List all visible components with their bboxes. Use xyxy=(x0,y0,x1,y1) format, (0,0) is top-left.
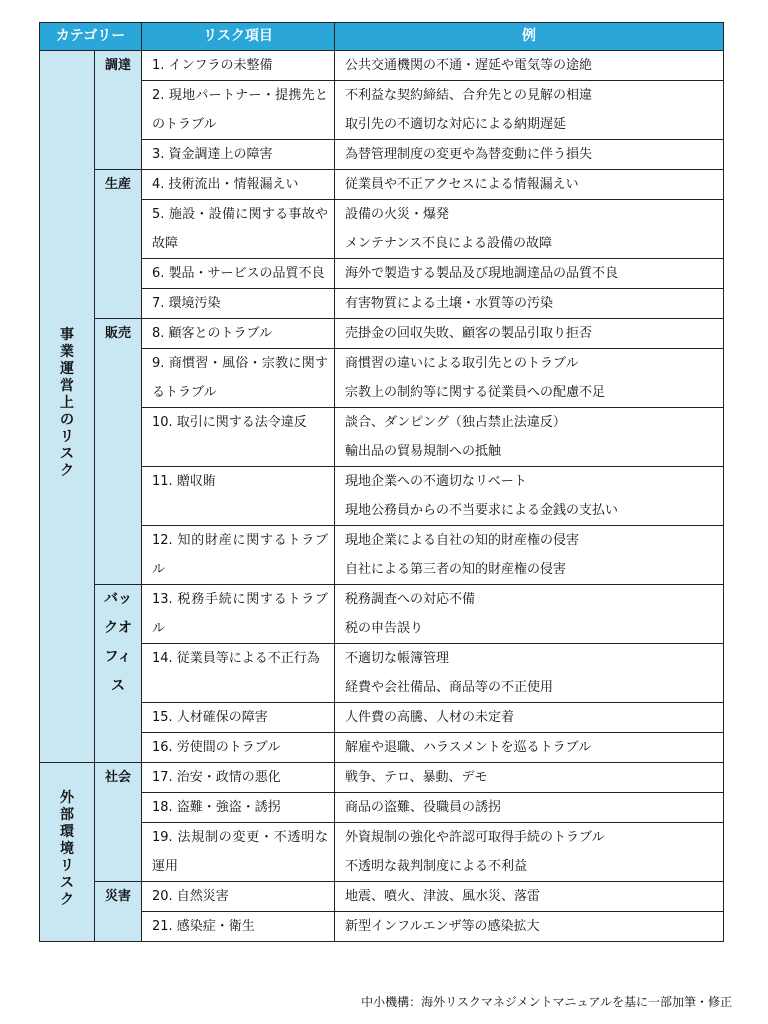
subcategory-label: バックオフィス xyxy=(104,591,132,694)
risk-item-cell xyxy=(142,526,335,585)
risk-item-cell xyxy=(142,467,335,526)
example-cell xyxy=(335,408,724,467)
example-text: 現地企業への不適切なリベート xyxy=(345,474,527,489)
category-label: 事業運営上のリスク xyxy=(60,327,74,479)
example-text: 商慣習の違いによる取引先とのトラブル xyxy=(345,356,579,371)
table-row xyxy=(40,349,724,408)
risk-item-label: 7. 環境汚染 xyxy=(152,296,221,311)
risk-item-label: 13. 税務手続に関するトラブル xyxy=(152,592,328,636)
example-text: 従業員や不正アクセスによる情報漏えい xyxy=(345,177,579,192)
header-example: 例 xyxy=(335,23,724,51)
table-row xyxy=(40,319,724,349)
risk-item-label: 4. 技術流出・情報漏えい xyxy=(152,177,299,192)
example-cell xyxy=(335,200,724,259)
table-row xyxy=(40,644,724,703)
subcategory-label: 生産 xyxy=(104,177,131,192)
source-note: 中小機構：海外リスクマネジメントマニュアルを基に一部加筆・修正 xyxy=(361,995,732,1009)
example-cell xyxy=(335,763,724,793)
example-cell xyxy=(335,467,724,526)
risk-item-label: 15. 人材確保の障害 xyxy=(152,710,268,725)
risk-item-cell xyxy=(142,585,335,644)
table-row xyxy=(40,882,724,912)
example-cell xyxy=(335,585,724,644)
example-text: 戦争、テロ、暴動、デモ xyxy=(345,770,488,785)
risk-item-cell xyxy=(142,319,335,349)
table-row xyxy=(40,51,724,81)
risk-item-label: 6. 製品・サービスの品質不良 xyxy=(152,266,325,281)
example-text: 海外で製造する製品及び現地調達品の品質不良 xyxy=(345,266,619,281)
risk-item-label: 12. 知的財産に関するトラブル xyxy=(152,533,328,577)
risk-item-cell xyxy=(142,793,335,823)
table-row xyxy=(40,763,724,793)
subcategory-label: 社会 xyxy=(104,770,131,785)
example-text: 為替管理制度の変更や為替変動に伴う損失 xyxy=(345,147,593,162)
risk-item-cell xyxy=(142,259,335,289)
example-cell xyxy=(335,289,724,319)
risk-item-label: 9. 商慣習・風俗・宗教に関するトラブル xyxy=(152,356,328,400)
example-cell xyxy=(335,526,724,585)
subcategory-production xyxy=(95,170,142,319)
example-text: 解雇や退職、ハラスメントを巡るトラブル xyxy=(345,740,592,755)
example-text: 税の申告誤り xyxy=(345,621,424,636)
example-text: メンテナンス不良による設備の故障 xyxy=(345,236,552,251)
risk-item-label: 11. 贈収賄 xyxy=(152,474,216,489)
table-row xyxy=(40,200,724,259)
example-text: 輸出品の貿易規制への抵触 xyxy=(345,444,502,459)
example-cell xyxy=(335,733,724,763)
example-text: 商品の盗難、役職員の誘拐 xyxy=(345,800,502,815)
table-row xyxy=(40,289,724,319)
example-cell xyxy=(335,644,724,703)
risk-item-label: 8. 顧客とのトラブル xyxy=(152,326,273,341)
example-cell xyxy=(335,882,724,912)
example-text: 外資規制の強化や許認可取得手続のトラブル xyxy=(345,830,605,845)
example-text: 現地公務員からの不当要求による金銭の支払い xyxy=(345,503,619,518)
example-cell xyxy=(335,259,724,289)
table-row xyxy=(40,823,724,882)
risk-item-label: 17. 治安・政情の悪化 xyxy=(152,770,281,785)
example-text: 設備の火災・爆発 xyxy=(345,207,450,222)
risk-item-label: 3. 資金調達上の障害 xyxy=(152,147,273,162)
risk-item-cell xyxy=(142,912,335,942)
example-text: 税務調査への対応不備 xyxy=(345,592,476,607)
header-risk-item: リスク項目 xyxy=(142,23,335,51)
example-text: 地震、噴火、津波、風水災、落雷 xyxy=(345,889,541,904)
subcategory-sales xyxy=(95,319,142,585)
example-text: 取引先の不適切な対応による納期遅延 xyxy=(345,117,567,132)
example-text: 宗教上の制約等に関する従業員への配慮不足 xyxy=(345,385,606,400)
example-text: 公共交通機関の不通・遅延や電気等の途絶 xyxy=(345,58,593,73)
risk-item-cell xyxy=(142,703,335,733)
risk-item-cell xyxy=(142,51,335,81)
example-cell xyxy=(335,912,724,942)
category-label: 外部環境リスク xyxy=(60,789,74,908)
example-text: 談合、ダンピング（独占禁止法違反） xyxy=(345,415,566,430)
category-external xyxy=(40,763,95,942)
example-text: 不適切な帳簿管理 xyxy=(345,651,450,666)
table-row xyxy=(40,703,724,733)
risk-item-label: 14. 従業員等による不正行為 xyxy=(152,651,320,666)
table-row xyxy=(40,585,724,644)
header-category: カテゴリー xyxy=(40,23,142,51)
table-row xyxy=(40,526,724,585)
example-text: 人件費の高騰、人材の未定着 xyxy=(345,710,515,725)
example-text: 不利益な契約締結、合弁先との見解の相違 xyxy=(345,88,593,103)
subcategory-society xyxy=(95,763,142,882)
example-cell xyxy=(335,349,724,408)
example-cell xyxy=(335,51,724,81)
table-row xyxy=(40,408,724,467)
example-text: 不透明な裁判制度による不利益 xyxy=(345,859,528,874)
risk-item-cell xyxy=(142,408,335,467)
risk-item-label: 20. 自然災害 xyxy=(152,889,229,904)
risk-table-container xyxy=(39,22,724,942)
table-row xyxy=(40,81,724,140)
subcategory-disaster xyxy=(95,882,142,942)
risk-item-cell xyxy=(142,823,335,882)
risk-item-label: 2. 現地パートナー・提携先とのトラブル xyxy=(152,88,328,132)
risk-item-cell xyxy=(142,289,335,319)
risk-item-cell xyxy=(142,170,335,200)
table-row xyxy=(40,733,724,763)
subcategory-back-office xyxy=(95,585,142,763)
risk-item-label: 10. 取引に関する法令違反 xyxy=(152,415,307,430)
risk-item-cell xyxy=(142,763,335,793)
example-cell xyxy=(335,140,724,170)
subcategory-label: 調達 xyxy=(104,58,131,73)
example-cell xyxy=(335,319,724,349)
example-cell xyxy=(335,793,724,823)
table-row xyxy=(40,170,724,200)
risk-item-label: 19. 法規制の変更・不透明な運用 xyxy=(152,830,328,874)
example-text: 自社による第三者の知的財産権の侵害 xyxy=(345,562,567,577)
subcategory-label: 災害 xyxy=(104,889,131,904)
risk-item-label: 16. 労使間のトラブル xyxy=(152,740,281,755)
risk-item-cell xyxy=(142,733,335,763)
example-text: 売掛金の回収失敗、顧客の製品引取り拒否 xyxy=(345,326,593,341)
subcategory-label: 販売 xyxy=(104,326,131,341)
table-row xyxy=(40,259,724,289)
risk-table xyxy=(39,22,724,942)
risk-item-cell xyxy=(142,140,335,170)
risk-item-cell xyxy=(142,349,335,408)
risk-item-cell xyxy=(142,81,335,140)
table-row xyxy=(40,912,724,942)
risk-item-label: 1. インフラの未整備 xyxy=(152,58,273,73)
table-header-row xyxy=(40,23,724,51)
example-cell xyxy=(335,823,724,882)
table-row xyxy=(40,793,724,823)
category-business xyxy=(40,51,95,763)
table-row xyxy=(40,140,724,170)
example-text: 現地企業による自社の知的財産権の侵害 xyxy=(345,533,580,548)
risk-item-cell xyxy=(142,200,335,259)
example-text: 経費や会社備品、商品等の不正使用 xyxy=(345,680,554,695)
risk-item-label: 18. 盗難・強盗・誘拐 xyxy=(152,800,281,815)
example-cell xyxy=(335,170,724,200)
risk-item-label: 5. 施設・設備に関する事故や故障 xyxy=(152,207,328,251)
example-text: 新型インフルエンザ等の感染拡大 xyxy=(345,919,540,934)
risk-item-cell xyxy=(142,644,335,703)
subcategory-procurement xyxy=(95,51,142,170)
example-text: 有害物質による土壌・水質等の汚染 xyxy=(345,296,554,311)
table-row xyxy=(40,467,724,526)
example-cell xyxy=(335,703,724,733)
risk-item-cell xyxy=(142,882,335,912)
example-cell xyxy=(335,81,724,140)
risk-item-label: 21. 感染症・衛生 xyxy=(152,919,255,934)
